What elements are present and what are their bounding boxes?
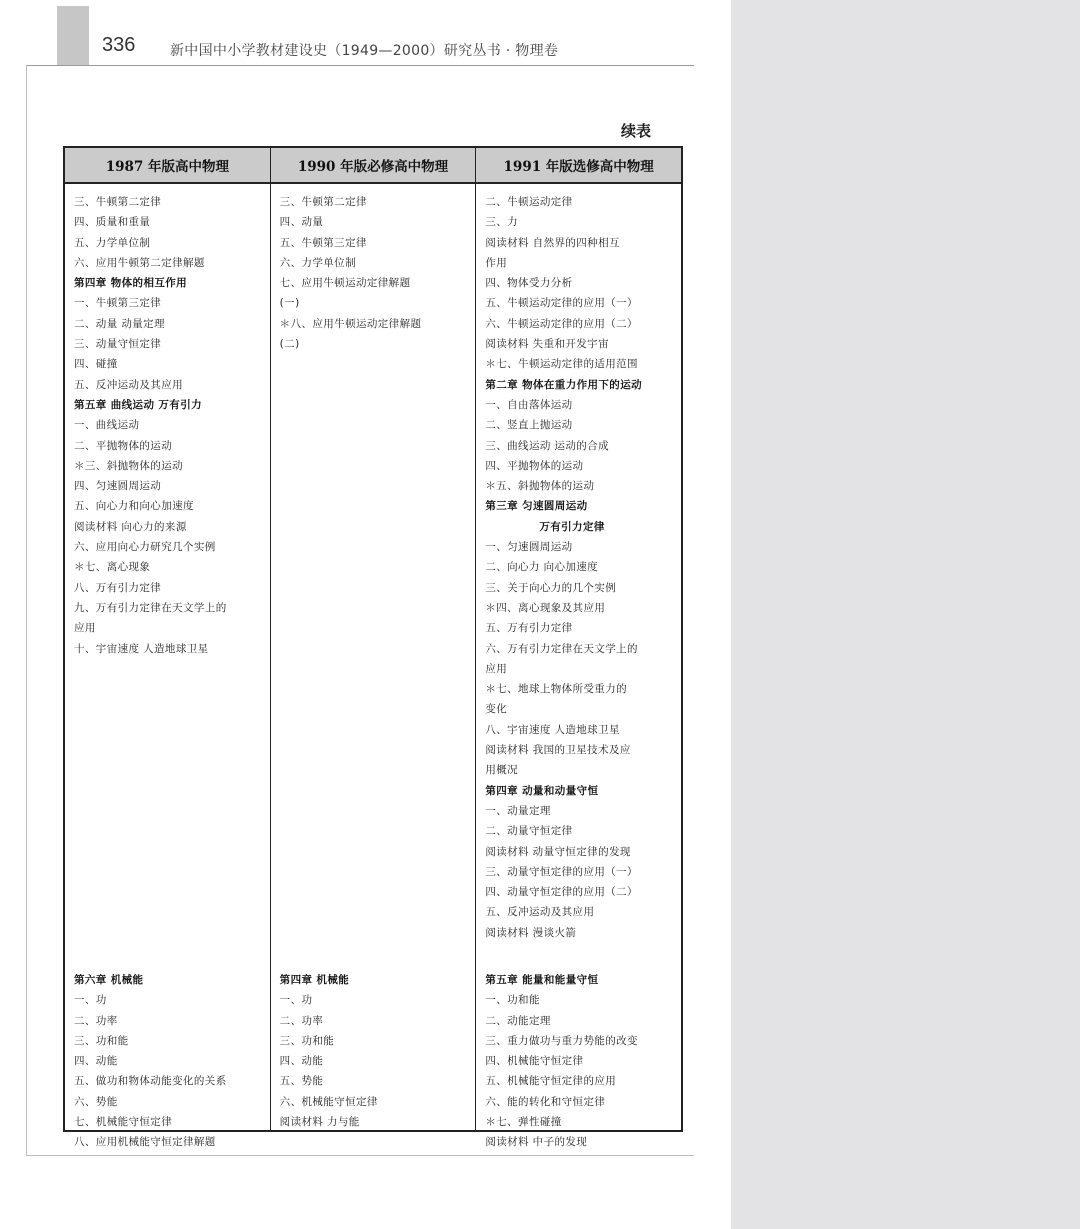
section-entry: 三、功和能: [74, 1034, 129, 1047]
section-entry: ＊七、地球上物体所受重力的: [485, 683, 628, 696]
section-entry: 五、机械能守恒定律的应用: [485, 1075, 617, 1088]
chapter-heading: 第四章 机械能: [279, 974, 350, 986]
table-body: [65, 184, 681, 1149]
section-entry: 三、动量守恒定律的应用（一）: [485, 865, 638, 878]
section-entry: 一、牛顿第三定律: [74, 297, 162, 310]
section-entry: 八、宇宙速度 人造地球卫星: [485, 723, 620, 736]
continued-table-label: 续表: [621, 122, 652, 140]
section-entry: 六、应用牛顿第二定律解题: [74, 256, 205, 269]
chapter-heading: 第五章 曲线运动 万有引力: [74, 398, 203, 411]
section-entry: 一、曲线运动: [74, 419, 140, 432]
section-entry: 阅读材料 力与能: [279, 1116, 360, 1129]
column-heading-1991: 1991 年版选修高中物理: [503, 159, 654, 175]
section-entry: 阅读材料 自然界的四种相互: [485, 236, 620, 249]
section-entry: 五、牛顿第三定律: [279, 236, 367, 249]
section-entry: ＊八、应用牛顿运动定律解题: [279, 317, 422, 330]
section-entry: 一、功和能: [485, 994, 540, 1007]
section-entry: 四、动能: [74, 1055, 118, 1068]
section-entry: 六、牛顿运动定律的应用（二）: [485, 317, 638, 330]
chapter-heading: 第二章 物体在重力作用下的运动: [485, 378, 642, 391]
section-entry: 阅读材料 失重和开发宇宙: [485, 338, 609, 351]
section-entry: ＊七、牛顿运动定律的适用范围: [485, 358, 638, 371]
section-entry: 四、动量守恒定律的应用（二）: [485, 886, 638, 899]
entry-list-lower: [485, 970, 675, 1153]
header-rule: [26, 65, 694, 66]
section-entry: 一、匀速圆周运动: [485, 541, 573, 554]
page-edge-tab: [57, 6, 89, 66]
section-entry: 五、万有引力定律: [485, 622, 573, 635]
section-entry: 二、功率: [74, 1014, 118, 1027]
section-entry: 五、势能: [279, 1075, 324, 1088]
section-entry: 应用: [485, 662, 508, 675]
chapter-heading: 第四章 物体的相互作用: [74, 277, 188, 290]
section-entry: 阅读材料 中子的发现: [485, 1136, 588, 1149]
section-entry: 五、反冲运动及其应用: [485, 906, 595, 919]
section-entry: 二、竖直上抛运动: [485, 419, 573, 432]
section-entry: 应用: [74, 622, 96, 635]
section-entry: 三、牛顿第二定律: [74, 196, 162, 208]
section-entry: 三、功和能: [279, 1034, 335, 1047]
section-entry: 四、机械能守恒定律: [485, 1055, 584, 1068]
entry-list-upper: [280, 192, 470, 354]
column-heading-1987: 1987 年版高中物理: [65, 148, 271, 182]
entry-list-lower: [74, 970, 264, 1153]
section-entry: 四、物体受力分析: [485, 277, 573, 290]
table-header-row: [65, 148, 681, 184]
section-entry: 三、力: [485, 216, 519, 229]
section-entry: 一、动量定理: [485, 804, 551, 817]
section-entry: 三、动量守恒定律: [74, 338, 162, 351]
section-entry: 二、平抛物体的运动: [74, 439, 173, 452]
section-entry: 九、万有引力定律在天文学上的: [74, 601, 227, 614]
section-entry: 六、应用向心力研究几个实例: [74, 541, 216, 554]
section-entry: 四、质量和重量: [74, 216, 151, 229]
viewer-background: [731, 0, 1080, 1229]
page-left-rule: [26, 65, 27, 1155]
section-entry: 五、牛顿运动定律的应用（一）: [485, 297, 638, 310]
section-entry: 五、力学单位制: [74, 236, 151, 249]
section-entry: 二、动量 动量定理: [74, 317, 165, 330]
section-entry: (一): [279, 297, 300, 310]
section-entry: 五、向心力和向心加速度: [74, 500, 194, 513]
section-entry: 四、匀速圆周运动: [74, 480, 162, 493]
section-entry: 三、牛顿第二定律: [279, 196, 367, 208]
chapter-heading: 第四章 动量和动量守恒: [485, 784, 599, 797]
entry-list-lower: [280, 970, 470, 1132]
curriculum-comparison-table: [63, 146, 683, 1149]
section-entry: 二、牛顿运动定律: [485, 196, 573, 208]
section-entry: 六、势能: [74, 1095, 118, 1108]
section-entry: 七、应用牛顿运动定律解题: [279, 277, 411, 290]
section-entry: ＊七、离心现象: [74, 561, 151, 574]
section-entry: 十、宇宙速度 人造地球卫星: [74, 642, 209, 655]
section-entry: 三、重力做功与重力势能的改变: [485, 1034, 638, 1047]
section-entry: ＊五、斜抛物体的运动: [485, 480, 595, 493]
section-entry: 四、动量: [279, 216, 324, 229]
section-entry: 六、能的转化和守恒定律: [485, 1095, 606, 1108]
page-number: 336: [102, 34, 136, 56]
page-bottom-rule: [26, 1155, 694, 1156]
section-entry: 六、万有引力定律在天文学上的: [485, 642, 638, 655]
section-entry: 六、机械能守恒定律: [279, 1095, 378, 1108]
section-entry: 一、自由落体运动: [485, 398, 573, 411]
column-heading-1990: 1990 年版必修高中物理: [271, 148, 477, 182]
section-entry: 变化: [485, 703, 508, 716]
column-1991: [476, 184, 681, 1149]
section-entry: 五、做功和物体动能变化的关系: [74, 1075, 227, 1088]
section-entry: (二): [279, 338, 300, 351]
section-entry: 阅读材料 我国的卫星技术及应: [485, 744, 631, 757]
section-entry: 三、关于向心力的几个实例: [485, 581, 617, 594]
section-entry: 阅读材料 动量守恒定律的发现: [485, 845, 631, 858]
section-entry: 四、动能: [279, 1055, 324, 1068]
section-entry: 二、动能定理: [485, 1014, 551, 1027]
column-1987: [65, 184, 271, 1149]
section-entry: 二、动量守恒定律: [485, 825, 573, 838]
section-entry: 用概况: [485, 764, 519, 777]
chapter-heading: 第六章 机械能: [74, 974, 144, 986]
section-entry: 五、反冲运动及其应用: [74, 378, 183, 391]
section-entry: 二、向心力 向心加速度: [485, 561, 599, 574]
section-entry: ＊七、弹性碰撞: [485, 1116, 562, 1129]
section-entry: ＊四、离心现象及其应用: [485, 601, 606, 614]
entry-list-upper: [74, 192, 264, 659]
entry-list-upper: [485, 192, 675, 943]
column-1990: [271, 184, 477, 1130]
section-entry: 阅读材料 向心力的来源: [74, 520, 187, 533]
section-entry: 四、平抛物体的运动: [485, 459, 584, 472]
running-title: 新中国中小学教材建设史（1949—2000）研究丛书 · 物理卷: [170, 43, 559, 59]
chapter-heading: 第五章 能量和能量守恒: [485, 974, 599, 986]
section-entry: ＊三、斜抛物体的运动: [74, 459, 183, 472]
section-entry: 八、万有引力定律: [74, 581, 162, 594]
section-entry: 三、曲线运动 运动的合成: [485, 439, 609, 452]
section-entry: 七、机械能守恒定律: [74, 1116, 173, 1129]
chapter-heading: 第三章 匀速圆周运动: [485, 500, 588, 513]
section-entry: 一、功: [74, 994, 107, 1007]
section-entry: 一、功: [279, 994, 313, 1007]
section-entry: 四、碰撞: [74, 358, 118, 371]
section-entry: 阅读材料 漫谈火箭: [485, 926, 577, 939]
section-entry: 作用: [485, 256, 508, 269]
section-entry: 六、力学单位制: [279, 256, 356, 269]
chapter-heading: 万有引力定律: [539, 520, 605, 533]
section-entry: 二、功率: [279, 1014, 324, 1027]
section-entry: 八、应用机械能守恒定律解题: [74, 1136, 216, 1149]
